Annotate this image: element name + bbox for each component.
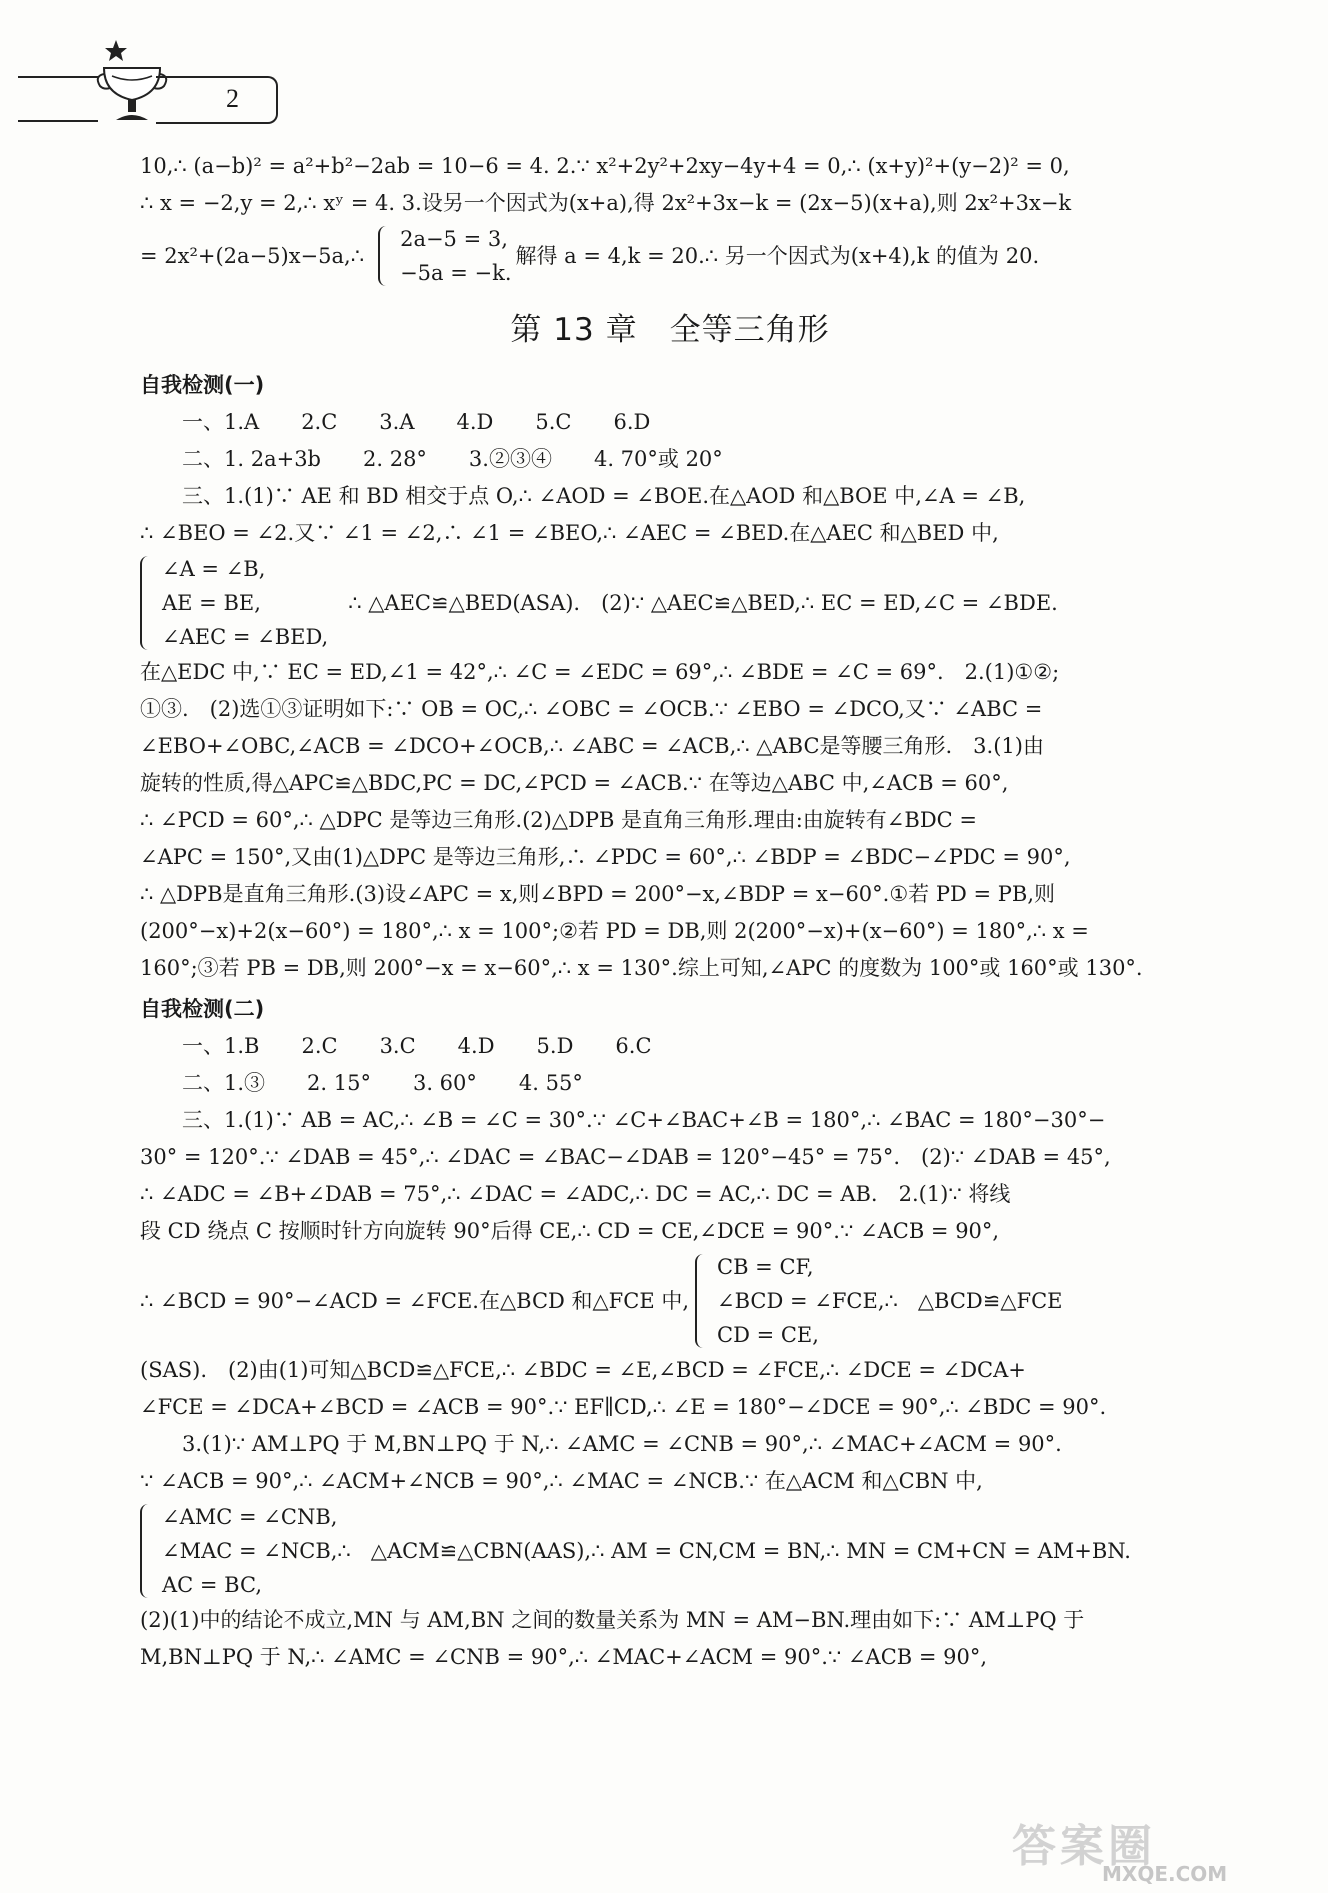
- s2-answers-choice: 一、1.B 2.C 3.C 4.D 5.D 6.C: [182, 1034, 652, 1058]
- s1-para-line: ∴ ∠BEO = ∠2.又∵ ∠1 = ∠2,∴ ∠1 = ∠BEO,∴ ∠AEC = ∠BED.在△AEC 和△BED 中,: [140, 521, 999, 545]
- section-title-1: 自我检测(一): [140, 373, 265, 397]
- s1-answers-fill: 二、1. 2a+3b 2. 28° 3.②③④ 4. 70°或 20°: [182, 447, 723, 471]
- s2-para-line: (2)(1)中的结论不成立,MN 与 AM,BN 之间的数量关系为 MN = AM−BN.理由如下:∵ AM⊥PQ 于: [140, 1608, 1085, 1632]
- watermark-url: MXQE.COM: [1102, 1862, 1228, 1886]
- watermark-logo: [1012, 1810, 1312, 1888]
- s1-para-line: 三、1.(1)∵ AE 和 BD 相交于点 O,∴ ∠AOD = ∠BOE.在△AOD 和△BOE 中,∠A = ∠B,: [182, 484, 1026, 508]
- s1-answers-choice: 一、1.A 2.C 3.A 4.D 5.C 6.D: [182, 410, 651, 434]
- brace-icon: [140, 556, 154, 650]
- s2-para-line: ∠FCE = ∠DCA+∠BCD = ∠ACB = 90°.∵ EF∥CD,∴ ∠E = 180°−∠DCE = 90°,∴ ∠BDC = 90°.: [140, 1395, 1107, 1419]
- system-row: ∠A = ∠B,: [162, 557, 266, 581]
- system-row: CB = CF,: [717, 1255, 814, 1279]
- s2-para-line: 3.(1)∵ AM⊥PQ 于 M,BN⊥PQ 于 N,∴ ∠AMC = ∠CNB = 90°,∴ ∠MAC+∠ACM = 90°.: [182, 1432, 1062, 1456]
- s2-para-line: 三、1.(1)∵ AB = AC,∴ ∠B = ∠C = 30°.∵ ∠C+∠BAC+∠B = 180°,∴ ∠BAC = 180°−30°−: [182, 1108, 1106, 1132]
- system-row: ∠BCD = ∠FCE,∴: [717, 1289, 898, 1313]
- s1-para-line: 旋转的性质,得△APC≌△BDC,PC = DC,∠PCD = ∠ACB.∵ 在等边△ABC 中,∠ACB = 60°,: [140, 771, 1009, 795]
- intro-equation-system: [140, 222, 1200, 290]
- chapter-title: 第 13 章 全等三角形: [510, 312, 830, 348]
- s1-para-line: ①③. (2)选①③证明如下:∵ OB = OC,∴ ∠OBC = ∠OCB.∵ ∠EBO = ∠DCO,又∵ ∠ABC =: [140, 697, 1043, 721]
- watermark-text: 答案圈: [1012, 1821, 1156, 1872]
- system-row: AE = BE,: [162, 591, 261, 615]
- page-number-box: [156, 76, 278, 124]
- s2-para-line: (SAS). (2)由(1)可知△BCD≌△FCE,∴ ∠BDC = ∠E,∠BCD = ∠FCE,∴ ∠DCE = ∠DCA+: [140, 1358, 1026, 1382]
- s1-para-line: 160°;③若 PB = DB,则 200°−x = x−60°,∴ x = 130°.综上可知,∠APC 的度数为 100°或 160°或 130°.: [140, 956, 1143, 980]
- intro-line-3-pre: = 2x²+(2a−5)x−5a,∴: [140, 243, 365, 268]
- system-row: ∠MAC = ∠NCB,∴: [162, 1539, 351, 1563]
- s2-para-line: 30° = 120°.∵ ∠DAB = 45°,∴ ∠DAC = ∠BAC−∠DAB = 120°−45° = 75°. (2)∵ ∠DAB = 45°,: [140, 1145, 1111, 1169]
- intro-line-1: 10,∴ (a−b)² = a²+b²−2ab = 10−6 = 4. 2.∵ x²+2y²+2xy−4y+4 = 0,∴ (x+y)²+(y−2)² = 0,: [140, 154, 1070, 178]
- header-rule-top: [18, 76, 98, 78]
- s2-para-line: M,BN⊥PQ 于 N,∴ ∠AMC = ∠CNB = 90°,∴ ∠MAC+∠ACM = 90°.∵ ∠ACB = 90°,: [140, 1645, 988, 1669]
- answer-content: [140, 148, 1200, 1676]
- header-rule-bottom: [18, 120, 98, 122]
- system-row: ∠AEC = ∠BED,: [162, 625, 329, 649]
- page-number: 2: [226, 84, 239, 113]
- system-row: CD = CE,: [717, 1323, 819, 1347]
- s1-para-line: (200°−x)+2(x−60°) = 180°,∴ x = 100°;②若 PD = DB,则 2(200°−x)+(x−60°) = 180°,∴ x =: [140, 919, 1089, 943]
- system-row: ∠AMC = ∠CNB,: [162, 1505, 338, 1529]
- s2-equation-system-2: [140, 1500, 1200, 1602]
- section-title-2: 自我检测(二): [140, 997, 265, 1021]
- system-row: 2a−5 = 3,: [400, 227, 508, 251]
- s2-system-1-pre: ∴ ∠BCD = 90°−∠ACD = ∠FCE.在△BCD 和△FCE 中,: [140, 1288, 689, 1313]
- s1-equation-system: [140, 552, 1200, 654]
- s1-para-line: ∴ ∠PCD = 60°,∴ △DPC 是等边三角形.(2)△DPB 是直角三角形.理由:由旋转有∠BDC =: [140, 808, 978, 832]
- s1-para-line: 在△EDC 中,∵ EC = ED,∠1 = 42°,∴ ∠C = ∠EDC = 69°,∴ ∠BDE = ∠C = 69°. 2.(1)①②;: [140, 660, 1060, 684]
- intro-line-2: ∴ x = −2,y = 2,∴ xʸ = 4. 3.设另一个因式为(x+a),得 2x²+3x−k = (2x−5)(x+a),则 2x²+3x−k: [140, 191, 1072, 215]
- s1-para-line: ∴ △DPB是直角三角形.(3)设∠APC = x,则∠BPD = 200°−x,∠BDP = x−60°.①若 PD = PB,则: [140, 882, 1055, 906]
- intro-line-3-post: 解得 a = 4,k = 20.∴ 另一个因式为(x+4),k 的值为 20.: [515, 243, 1040, 268]
- s2-para-line: ∵ ∠ACB = 90°,∴ ∠ACM+∠NCB = 90°,∴ ∠MAC = ∠NCB.∵ 在△ACM 和△CBN 中,: [140, 1469, 983, 1493]
- brace-icon: [140, 1504, 154, 1598]
- s1-system-conclusion: ∴ △AEC≌△BED(ASA). (2)∵ △AEC≌△BED,∴ EC = ED,∠C = ∠BDE.: [348, 590, 1058, 615]
- brace-icon: [695, 1254, 709, 1348]
- page-header: [18, 36, 288, 131]
- s2-para-line: ∴ ∠ADC = ∠B+∠DAB = 75°,∴ ∠DAC = ∠ADC,∴ DC = AC,∴ DC = AB. 2.(1)∵ 将线: [140, 1182, 1011, 1206]
- s2-equation-system-1: [140, 1250, 1200, 1352]
- s2-answers-fill: 二、1.③ 2. 15° 3. 60° 4. 55°: [182, 1071, 583, 1095]
- s2-system-1-after: △BCD≌△FCE: [917, 1288, 1063, 1313]
- s1-para-line: ∠APC = 150°,又由(1)△DPC 是等边三角形,∴ ∠PDC = 60°,∴ ∠BDP = ∠BDC−∠PDC = 90°,: [140, 845, 1071, 869]
- system-row: AC = BC,: [162, 1573, 262, 1597]
- system-row: −5a = −k.: [400, 261, 512, 285]
- s1-para-line: ∠EBO+∠OBC,∠ACB = ∠DCO+∠OCB,∴ ∠ABC = ∠ACB,∴ △ABC是等腰三角形. 3.(1)由: [140, 734, 1044, 758]
- s2-para-line: 段 CD 绕点 C 按顺时针方向旋转 90°后得 CE,∴ CD = CE,∠DCE = 90°.∵ ∠ACB = 90°,: [140, 1219, 1000, 1243]
- s2-system-2-after: △ACM≌△CBN(AAS),∴ AM = CN,CM = BN,∴ MN = CM+CN = AM+BN.: [370, 1538, 1131, 1563]
- brace-icon: [378, 226, 392, 286]
